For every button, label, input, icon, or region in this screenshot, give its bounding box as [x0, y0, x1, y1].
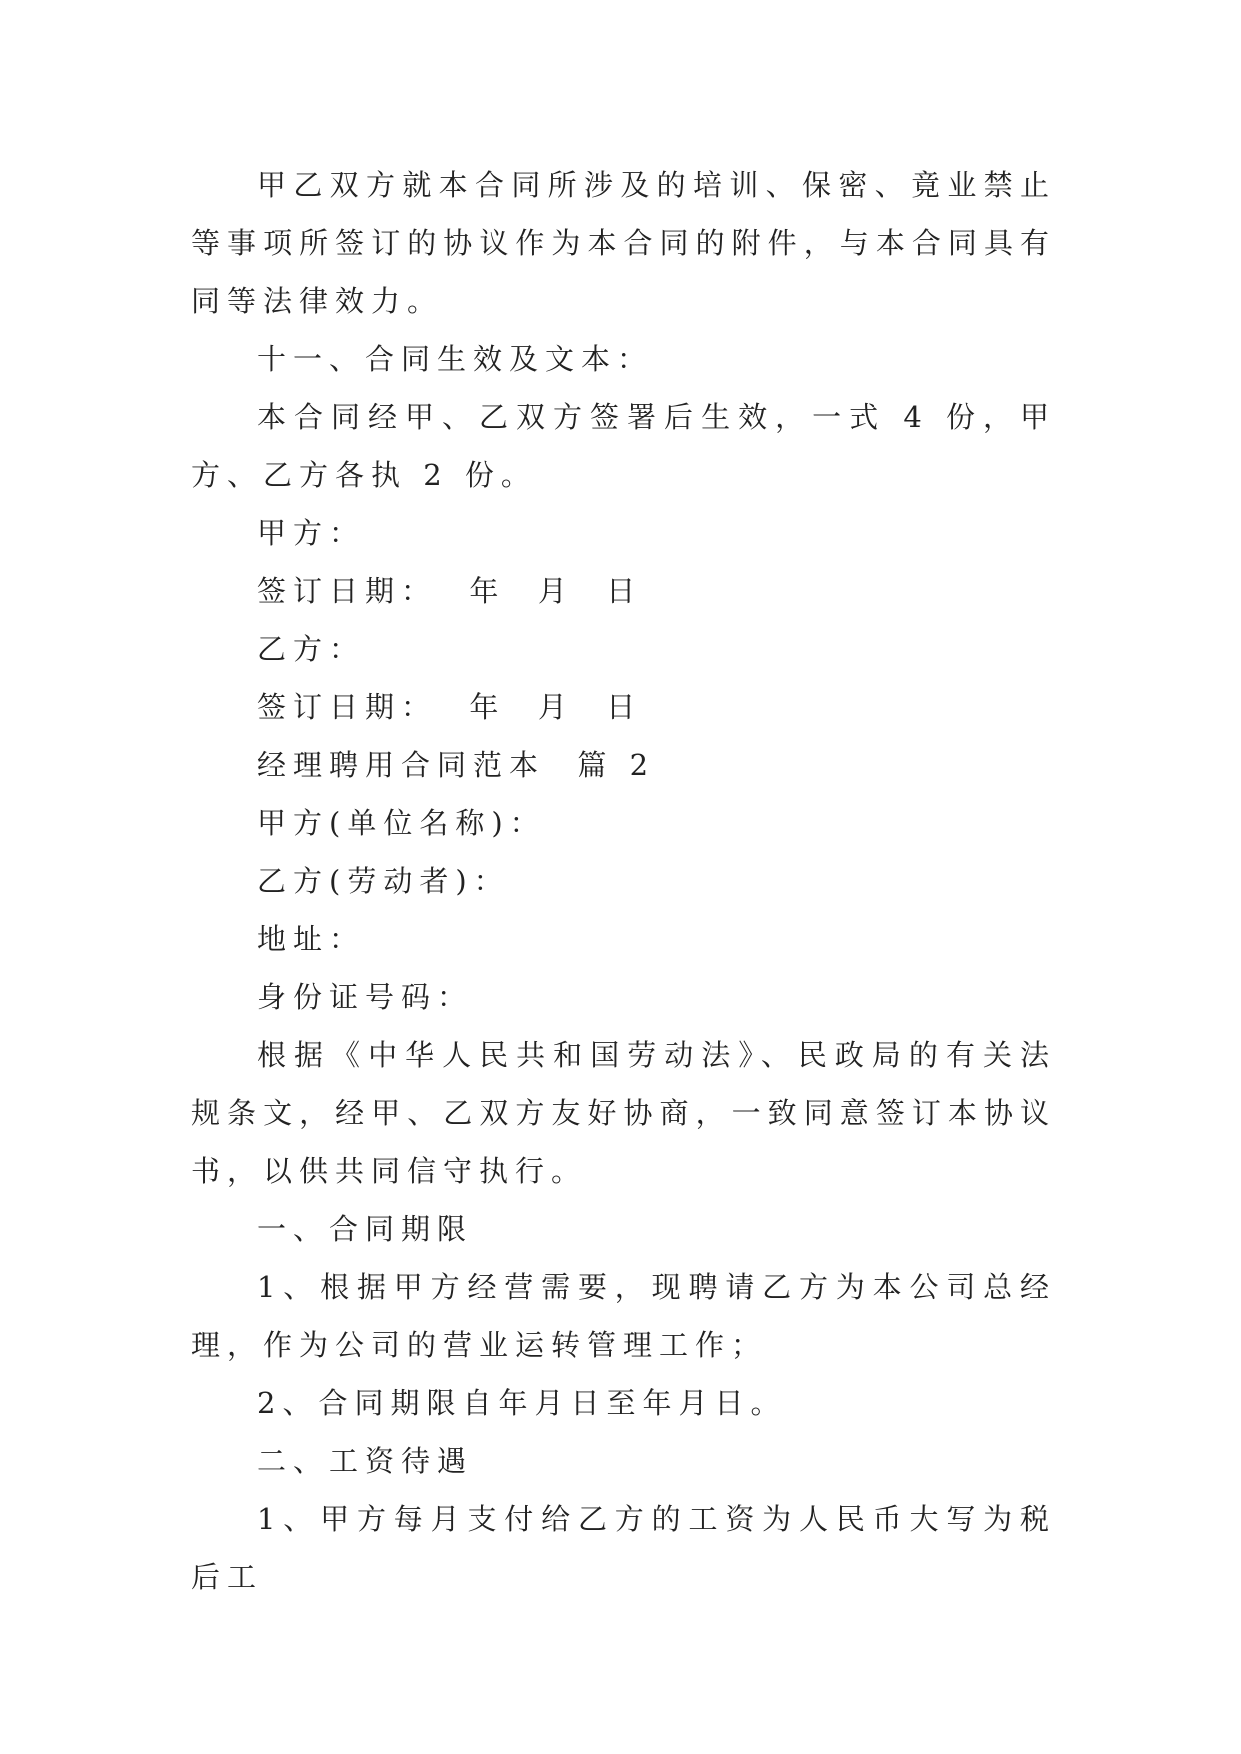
id-number-field: 身份证号码：: [257, 980, 474, 1014]
party-b-sign-date: 签订日期： 年 月 日: [257, 690, 643, 724]
clause-1-appointment: 1、根据甲方经营需要，现聘请乙方为本公司总经理，作为公司的营业运转管理工作；: [191, 1270, 1056, 1362]
document-body: [191, 156, 1056, 1606]
party-a-unit-name: 甲方(单位名称)：: [257, 806, 546, 840]
party-b-worker: 乙方(劳动者)：: [257, 864, 510, 898]
party-a-label: 甲方：: [257, 516, 366, 550]
party-b-label: 乙方：: [257, 632, 366, 666]
clause-2-term: 2、合同期限自年月日至年月日。: [257, 1386, 787, 1420]
clause-1-salary: 1、甲方每月支付给乙方的工资为人民币大写为税后工: [191, 1502, 1056, 1594]
paragraph-legal-basis: 根据《中华人民共和国劳动法》、民政局的有关法规条文，经甲、乙双方友好协商，一致同意签订本协议书，以供共同信守执行。: [191, 1038, 1056, 1188]
section-heading-effectiveness: 十一、合同生效及文本：: [257, 342, 654, 376]
section-heading-salary: 二、工资待遇: [257, 1444, 474, 1478]
section-heading-term: 一、合同期限: [257, 1212, 474, 1246]
paragraph-appendix-agreements: 甲乙双方就本合同所涉及的培训、保密、竟业禁止等事项所签订的协议作为本合同的附件，与本合同具有同等法律效力。: [191, 168, 1056, 318]
address-field: 地址：: [257, 922, 366, 956]
party-a-sign-date: 签订日期： 年 月 日: [257, 574, 643, 608]
contract-title-part2: 经理聘用合同范本 篇 2: [257, 748, 656, 782]
paragraph-copies: 本合同经甲、乙双方签署后生效，一式 4 份，甲方、乙方各执 2 份。: [191, 400, 1056, 492]
